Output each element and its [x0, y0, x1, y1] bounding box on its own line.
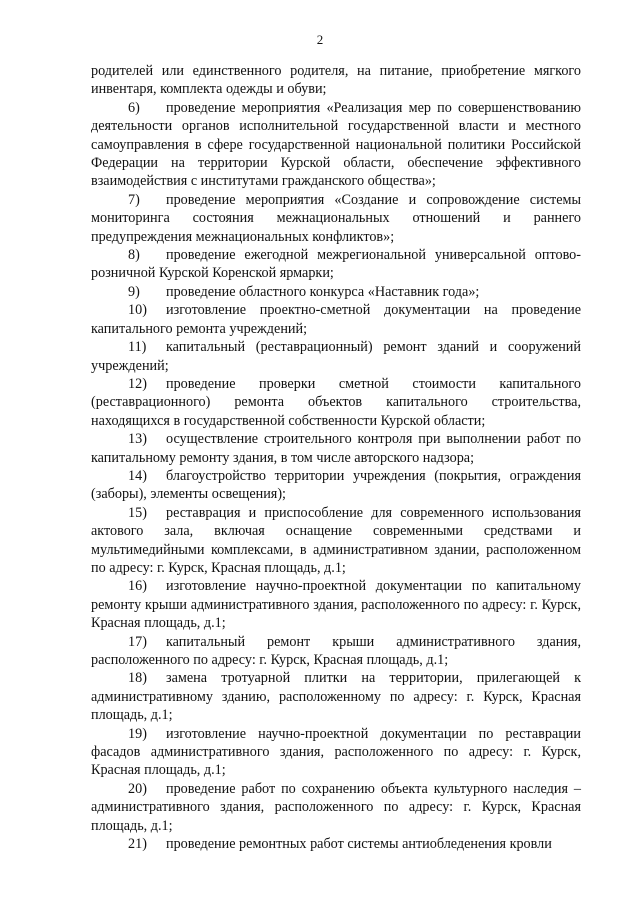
paragraph	[91, 301, 581, 338]
list-number: 12)	[128, 375, 147, 392]
paragraph	[91, 780, 581, 835]
paragraph-text: проведение работ по сохранению объекта культурного наследия – административного здания, расположенного по адресу: г. Курск, Красная площадь, д.1;	[91, 780, 581, 834]
list-number: 18)	[128, 670, 147, 687]
page-number: 2	[316, 32, 324, 47]
paragraph-text: проведение мероприятия «Создание и сопровождение системы мониторинга состояния межнациональных отношений и раннего предупреждения межнациональных конфликтов»;	[91, 191, 581, 245]
paragraph-text: проведение областного конкурса «Наставник года»;	[166, 283, 480, 300]
list-number: 17)	[128, 633, 147, 650]
paragraph	[91, 633, 581, 670]
list-number: 19)	[128, 725, 147, 742]
list-number: 6)	[128, 99, 140, 116]
paragraph	[91, 375, 581, 430]
document-body	[91, 62, 581, 853]
paragraph-text: проведение проверки сметной стоимости капитального (реставрационного) ремонта объектов капитального строительства, находящихся в государственной собственности Курской области;	[91, 375, 581, 429]
list-number: 14)	[128, 467, 147, 484]
paragraph	[91, 577, 581, 632]
paragraph	[91, 62, 581, 99]
paragraph-text: замена тротуарной плитки на территории, прилегающей к административному зданию, расположенному по адресу: г. Курск, Красная площадь, д.1;	[91, 670, 581, 724]
paragraph-text: изготовление проектно-сметной документации на проведение капитального ремонта учреждений;	[91, 302, 581, 337]
paragraph	[91, 430, 581, 467]
paragraph-text: проведение ежегодной межрегиональной универсальной оптово-розничной Курской Коренской ярмарки;	[91, 247, 581, 282]
paragraph	[91, 467, 581, 504]
paragraph-text: родителей или единственного родителя, на питание, приобретение мягкого инвентаря, комплекта одежды и обуви;	[91, 63, 581, 98]
list-number: 20)	[128, 780, 147, 797]
paragraph-text: капитальный (реставрационный) ремонт зданий и сооружений учреждений;	[91, 339, 581, 374]
paragraph-text: изготовление научно-проектной документации по капитальному ремонту крыши административного здания, расположенного по адресу: г. Курск, Красная площадь, д.1;	[91, 578, 581, 632]
list-number: 9)	[128, 283, 140, 300]
paragraph	[91, 835, 581, 853]
list-number: 11)	[128, 339, 147, 356]
paragraph-text: благоустройство территории учреждения (покрытия, ограждения (заборы), элементы освещения);	[91, 467, 581, 503]
paragraph	[91, 246, 581, 283]
list-number: 15)	[128, 504, 147, 521]
list-number: 7)	[128, 191, 140, 208]
paragraph-text: реставрация и приспособление для современного использования актового зала, включая оснащение современными средствами и мультимедийными комплексами, в административном здании, расположенном по адресу: г. Курск, Красная площадь, д.1;	[91, 504, 581, 576]
list-number: 21)	[128, 836, 147, 853]
paragraph-text: капитальный ремонт крыши административного здания, расположенного по адресу: г. Курск, Красная площадь, д.1;	[91, 633, 581, 668]
paragraph	[91, 725, 581, 780]
paragraph	[91, 669, 581, 724]
paragraph-text: проведение мероприятия «Реализация мер по совершенствованию деятельности органов исполнительной государственной власти и местного самоуправления в сфере государственной национальной политики Российской Федерации на территории Курской области, обеспечение эффективного взаимодействия с институтами гражданского общества»;	[91, 99, 581, 190]
paragraph-text: осуществление строительного контроля при выполнении работ по капитальному ремонту здания, в том числе авторского надзора;	[91, 431, 581, 466]
paragraph-text: проведение ремонтных работ системы антиобледенения кровли	[166, 836, 552, 853]
list-number: 16)	[128, 578, 147, 595]
paragraph	[91, 99, 581, 191]
paragraph	[91, 338, 581, 375]
paragraph-text: изготовление научно-проектной документации по реставрации фасадов административного здания, расположенного по адресу: г. Курск, Красная площадь, д.1;	[91, 725, 581, 779]
paragraph	[91, 504, 581, 578]
list-number: 13)	[128, 431, 147, 448]
paragraph	[91, 191, 581, 246]
paragraph	[91, 283, 581, 301]
list-number: 8)	[128, 247, 140, 264]
list-number: 10)	[128, 302, 147, 319]
